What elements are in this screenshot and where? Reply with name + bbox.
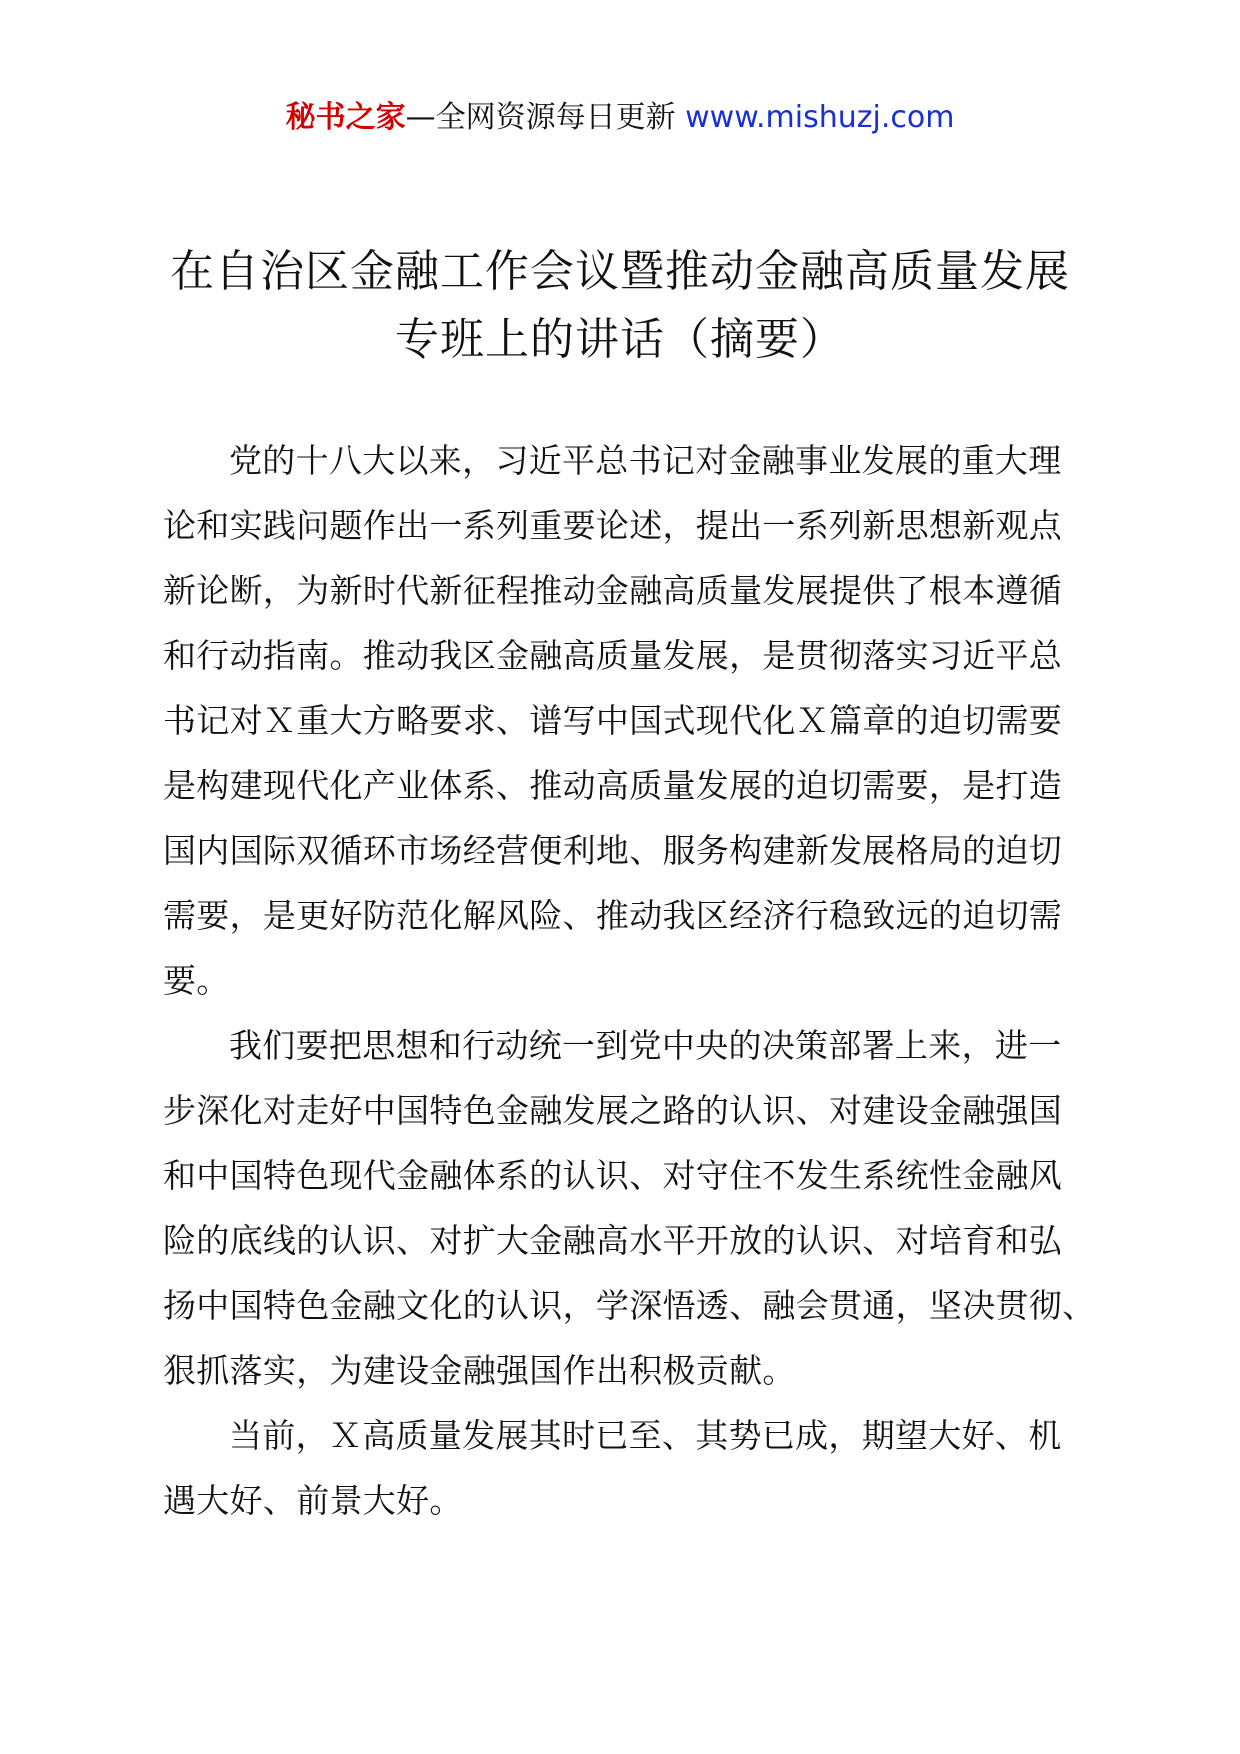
text-line: 新论断，为新时代新征程推动金融高质量发展提供了根本遵循 bbox=[163, 571, 1063, 610]
paragraph bbox=[163, 428, 1097, 1013]
text-line: 步深化对走好中国特色金融发展之路的认识、对建设金融强国 bbox=[163, 1091, 1063, 1130]
text-line: 需要，是更好防范化解风险、推动我区经济行稳致远的迫切需 bbox=[163, 896, 1063, 935]
brand-name: 秘书之家 bbox=[285, 100, 406, 135]
document-body bbox=[163, 428, 1097, 1533]
text-line: 是构建现代化产业体系、推动高质量发展的迫切需要，是打造 bbox=[163, 766, 1063, 805]
text-line: 险的底线的认识、对扩大金融高水平开放的认识、对培育和弘 bbox=[163, 1221, 1063, 1260]
text-line: 党的十八大以来，习近平总书记对金融事业发展的重大理 bbox=[229, 441, 1062, 480]
text-line: 狠抓落实，为建设金融强国作出积极贡献。 bbox=[163, 1351, 796, 1390]
text-line: 论和实践问题作出一系列重要论述，提出一系列新思想新观点 bbox=[163, 506, 1063, 545]
document-title bbox=[150, 238, 1090, 374]
text-line: 遇大好、前景大好。 bbox=[163, 1481, 463, 1520]
text-line: 我们要把思想和行动统一到党中央的决策部署上来，进一 bbox=[229, 1026, 1062, 1065]
page-header bbox=[0, 98, 1240, 138]
header-tagline: —全网资源每日更新 bbox=[405, 100, 676, 135]
site-url-link[interactable]: www.mishuzj.com bbox=[685, 100, 955, 135]
paragraph bbox=[163, 1013, 1097, 1403]
text-line: 当前，Ｘ高质量发展其时已至、其势已成，期望大好、机 bbox=[229, 1416, 1062, 1455]
paragraph bbox=[163, 1403, 1097, 1533]
text-line: 扬中国特色金融文化的认识，学深悟透、融会贯通，坚决贯彻、 bbox=[163, 1286, 1096, 1325]
title-line: 在自治区金融工作会议暨推动金融高质量发展 bbox=[170, 246, 1070, 297]
text-line: 国内国际双循环市场经营便利地、服务构建新发展格局的迫切 bbox=[163, 831, 1063, 870]
title-line: 专班上的讲话（摘要） bbox=[395, 314, 845, 365]
text-line: 书记对Ｘ重大方略要求、谱写中国式现代化Ｘ篇章的迫切需要 bbox=[163, 701, 1063, 740]
text-line: 和中国特色现代金融体系的认识、对守住不发生系统性金融风 bbox=[163, 1156, 1063, 1195]
text-line: 要。 bbox=[163, 961, 230, 1000]
text-line: 和行动指南。推动我区金融高质量发展，是贯彻落实习近平总 bbox=[163, 636, 1063, 675]
